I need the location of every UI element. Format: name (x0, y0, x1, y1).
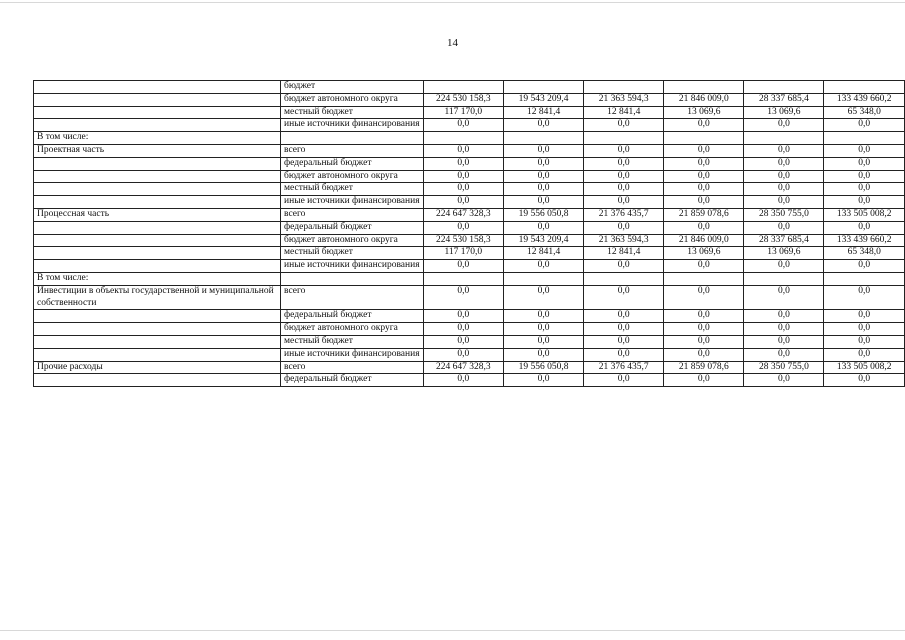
amount-cell: 0,0 (423, 183, 503, 196)
amount-cell: 0,0 (664, 348, 744, 361)
amount-cell: 19 556 050,8 (504, 208, 584, 221)
amount-cell: 0,0 (824, 323, 905, 336)
funding-source-cell: местный бюджет (281, 247, 424, 260)
table-row (34, 106, 905, 119)
amount-cell: 0,0 (584, 183, 664, 196)
amount-cell: 0,0 (584, 119, 664, 132)
amount-cell: 21 846 009,0 (664, 93, 744, 106)
amount-cell: 0,0 (664, 157, 744, 170)
section-cell: В том числе: (34, 272, 281, 285)
funding-source-cell: иные источники финансирования (281, 260, 424, 273)
section-cell (34, 323, 281, 336)
amount-cell: 21 363 594,3 (584, 93, 664, 106)
amount-cell: 0,0 (664, 323, 744, 336)
section-cell (34, 106, 281, 119)
amount-cell: 19 543 209,4 (504, 234, 584, 247)
amount-cell: 28 337 685,4 (744, 93, 824, 106)
funding-source-cell (281, 272, 424, 285)
amount-cell: 0,0 (664, 144, 744, 157)
amount-cell: 21 363 594,3 (584, 234, 664, 247)
funding-source-cell: бюджет автономного округа (281, 323, 424, 336)
amount-cell: 19 543 209,4 (504, 93, 584, 106)
amount-cell: 21 376 435,7 (584, 208, 664, 221)
funding-source-cell: федеральный бюджет (281, 157, 424, 170)
amount-cell: 0,0 (423, 374, 503, 387)
amount-cell: 0,0 (664, 119, 744, 132)
amount-cell (423, 272, 503, 285)
amount-cell: 0,0 (744, 144, 824, 157)
amount-cell: 0,0 (664, 196, 744, 209)
amount-cell: 0,0 (824, 221, 905, 234)
amount-cell: 0,0 (504, 157, 584, 170)
section-cell (34, 221, 281, 234)
section-cell (34, 260, 281, 273)
amount-cell (664, 272, 744, 285)
amount-cell: 0,0 (584, 310, 664, 323)
amount-cell: 0,0 (744, 157, 824, 170)
amount-cell: 0,0 (504, 323, 584, 336)
funding-source-cell: всего (281, 208, 424, 221)
amount-cell: 0,0 (664, 221, 744, 234)
section-cell: Прочие расходы (34, 361, 281, 374)
table-row (34, 285, 905, 310)
amount-cell: 117 170,0 (423, 247, 503, 260)
amount-cell: 0,0 (584, 221, 664, 234)
amount-cell: 224 647 328,3 (423, 361, 503, 374)
amount-cell: 28 337 685,4 (744, 234, 824, 247)
amount-cell: 0,0 (504, 348, 584, 361)
amount-cell: 0,0 (423, 196, 503, 209)
amount-cell: 0,0 (744, 119, 824, 132)
table-row (34, 374, 905, 387)
funding-source-cell: всего (281, 285, 424, 310)
funding-source-cell (281, 132, 424, 145)
amount-cell: 0,0 (664, 285, 744, 310)
amount-cell: 0,0 (584, 285, 664, 310)
amount-cell: 0,0 (824, 285, 905, 310)
amount-cell: 0,0 (824, 170, 905, 183)
table-row (34, 221, 905, 234)
amount-cell: 0,0 (824, 310, 905, 323)
table-row (34, 348, 905, 361)
funding-source-cell: федеральный бюджет (281, 221, 424, 234)
table-row (34, 144, 905, 157)
amount-cell: 13 069,6 (664, 247, 744, 260)
amount-cell: 133 439 660,2 (824, 234, 905, 247)
amount-cell: 0,0 (744, 310, 824, 323)
amount-cell: 0,0 (584, 348, 664, 361)
amount-cell: 0,0 (824, 157, 905, 170)
funding-source-cell: иные источники финансирования (281, 119, 424, 132)
amount-cell: 28 350 755,0 (744, 361, 824, 374)
amount-cell: 12 841,4 (584, 106, 664, 119)
amount-cell: 0,0 (423, 221, 503, 234)
amount-cell: 12 841,4 (504, 247, 584, 260)
amount-cell: 0,0 (664, 335, 744, 348)
section-cell: Процессная часть (34, 208, 281, 221)
section-cell (34, 170, 281, 183)
amount-cell: 0,0 (824, 335, 905, 348)
amount-cell: 0,0 (744, 323, 824, 336)
amount-cell: 0,0 (744, 183, 824, 196)
table-row (34, 323, 905, 336)
amount-cell: 0,0 (504, 260, 584, 273)
amount-cell: 12 841,4 (504, 106, 584, 119)
amount-cell (504, 132, 584, 145)
amount-cell: 0,0 (423, 323, 503, 336)
funding-source-cell: всего (281, 144, 424, 157)
funding-source-cell: бюджет автономного округа (281, 170, 424, 183)
amount-cell: 117 170,0 (423, 106, 503, 119)
amount-cell (423, 81, 503, 94)
amount-cell (744, 272, 824, 285)
amount-cell: 0,0 (824, 374, 905, 387)
amount-cell: 0,0 (504, 285, 584, 310)
amount-cell: 0,0 (504, 196, 584, 209)
amount-cell: 0,0 (504, 374, 584, 387)
amount-cell: 0,0 (504, 170, 584, 183)
amount-cell (824, 272, 905, 285)
amount-cell (504, 272, 584, 285)
scan-edge-top (0, 2, 905, 3)
amount-cell: 0,0 (504, 221, 584, 234)
amount-cell: 0,0 (664, 310, 744, 323)
table-row (34, 361, 905, 374)
section-cell (34, 247, 281, 260)
table-body (34, 81, 905, 387)
amount-cell: 0,0 (664, 170, 744, 183)
amount-cell: 224 530 158,3 (423, 93, 503, 106)
amount-cell: 12 841,4 (584, 247, 664, 260)
table-row (34, 157, 905, 170)
funding-source-cell: всего (281, 361, 424, 374)
amount-cell: 0,0 (584, 170, 664, 183)
amount-cell: 224 530 158,3 (423, 234, 503, 247)
amount-cell: 0,0 (423, 285, 503, 310)
section-cell (34, 335, 281, 348)
amount-cell: 0,0 (824, 183, 905, 196)
amount-cell: 0,0 (423, 119, 503, 132)
amount-cell: 0,0 (504, 119, 584, 132)
amount-cell: 0,0 (584, 374, 664, 387)
table-row (34, 132, 905, 145)
amount-cell (584, 272, 664, 285)
section-cell (34, 183, 281, 196)
amount-cell: 0,0 (744, 196, 824, 209)
amount-cell: 0,0 (504, 335, 584, 348)
amount-cell: 0,0 (824, 348, 905, 361)
table-row (34, 93, 905, 106)
budget-table (33, 80, 905, 387)
section-cell: Проектная часть (34, 144, 281, 157)
amount-cell: 0,0 (504, 183, 584, 196)
amount-cell: 0,0 (423, 170, 503, 183)
amount-cell: 0,0 (824, 260, 905, 273)
amount-cell (664, 81, 744, 94)
amount-cell: 0,0 (744, 170, 824, 183)
amount-cell: 0,0 (744, 221, 824, 234)
table-row (34, 272, 905, 285)
amount-cell: 0,0 (423, 260, 503, 273)
amount-cell: 13 069,6 (664, 106, 744, 119)
amount-cell: 0,0 (744, 335, 824, 348)
funding-source-cell: бюджет автономного округа (281, 234, 424, 247)
amount-cell: 0,0 (744, 348, 824, 361)
table-row (34, 170, 905, 183)
section-cell: В том числе: (34, 132, 281, 145)
amount-cell: 0,0 (824, 119, 905, 132)
amount-cell: 0,0 (504, 310, 584, 323)
amount-cell: 133 439 660,2 (824, 93, 905, 106)
amount-cell: 133 505 008,2 (824, 208, 905, 221)
section-cell (34, 196, 281, 209)
section-cell (34, 81, 281, 94)
section-cell (34, 93, 281, 106)
amount-cell: 28 350 755,0 (744, 208, 824, 221)
amount-cell: 0,0 (423, 348, 503, 361)
amount-cell: 65 348,0 (824, 106, 905, 119)
table-row (34, 247, 905, 260)
amount-cell: 65 348,0 (824, 247, 905, 260)
amount-cell (584, 132, 664, 145)
amount-cell: 0,0 (584, 260, 664, 273)
amount-cell: 133 505 008,2 (824, 361, 905, 374)
amount-cell (744, 81, 824, 94)
section-cell (34, 157, 281, 170)
amount-cell: 21 376 435,7 (584, 361, 664, 374)
amount-cell: 0,0 (584, 323, 664, 336)
amount-cell: 21 859 078,6 (664, 208, 744, 221)
amount-cell: 0,0 (584, 196, 664, 209)
amount-cell: 0,0 (824, 196, 905, 209)
amount-cell: 21 859 078,6 (664, 361, 744, 374)
funding-source-cell: бюджет (281, 81, 424, 94)
section-cell (34, 374, 281, 387)
amount-cell: 0,0 (584, 157, 664, 170)
amount-cell: 0,0 (744, 285, 824, 310)
scan-edge-bottom (0, 630, 905, 631)
amount-cell (744, 132, 824, 145)
amount-cell: 0,0 (423, 335, 503, 348)
funding-source-cell: бюджет автономного округа (281, 93, 424, 106)
amount-cell: 0,0 (584, 144, 664, 157)
amount-cell: 0,0 (664, 374, 744, 387)
funding-source-cell: иные источники финансирования (281, 348, 424, 361)
amount-cell: 0,0 (423, 157, 503, 170)
table-row (34, 260, 905, 273)
amount-cell: 0,0 (423, 144, 503, 157)
page-number: 14 (447, 37, 458, 49)
amount-cell: 0,0 (744, 260, 824, 273)
amount-cell: 21 846 009,0 (664, 234, 744, 247)
section-cell: Инвестиции в объекты государственной и муниципальной собственности (34, 285, 281, 310)
amount-cell: 0,0 (744, 374, 824, 387)
amount-cell (423, 132, 503, 145)
funding-source-cell: федеральный бюджет (281, 374, 424, 387)
table-row (34, 335, 905, 348)
section-cell (34, 348, 281, 361)
table-row (34, 183, 905, 196)
section-cell (34, 234, 281, 247)
table-row (34, 234, 905, 247)
funding-source-cell: местный бюджет (281, 335, 424, 348)
amount-cell (504, 81, 584, 94)
amount-cell: 0,0 (504, 144, 584, 157)
section-cell (34, 119, 281, 132)
table-row (34, 208, 905, 221)
funding-source-cell: местный бюджет (281, 183, 424, 196)
table-row (34, 81, 905, 94)
section-cell (34, 310, 281, 323)
amount-cell (584, 81, 664, 94)
amount-cell: 0,0 (824, 144, 905, 157)
amount-cell: 13 069,6 (744, 247, 824, 260)
funding-source-cell: иные источники финансирования (281, 196, 424, 209)
amount-cell (664, 132, 744, 145)
amount-cell: 0,0 (664, 183, 744, 196)
amount-cell: 224 647 328,3 (423, 208, 503, 221)
amount-cell: 0,0 (664, 260, 744, 273)
amount-cell: 13 069,6 (744, 106, 824, 119)
funding-source-cell: федеральный бюджет (281, 310, 424, 323)
funding-source-cell: местный бюджет (281, 106, 424, 119)
amount-cell (824, 132, 905, 145)
amount-cell: 0,0 (584, 335, 664, 348)
amount-cell: 19 556 050,8 (504, 361, 584, 374)
amount-cell (824, 81, 905, 94)
table-row (34, 310, 905, 323)
table-row (34, 119, 905, 132)
amount-cell: 0,0 (423, 310, 503, 323)
table-row (34, 196, 905, 209)
